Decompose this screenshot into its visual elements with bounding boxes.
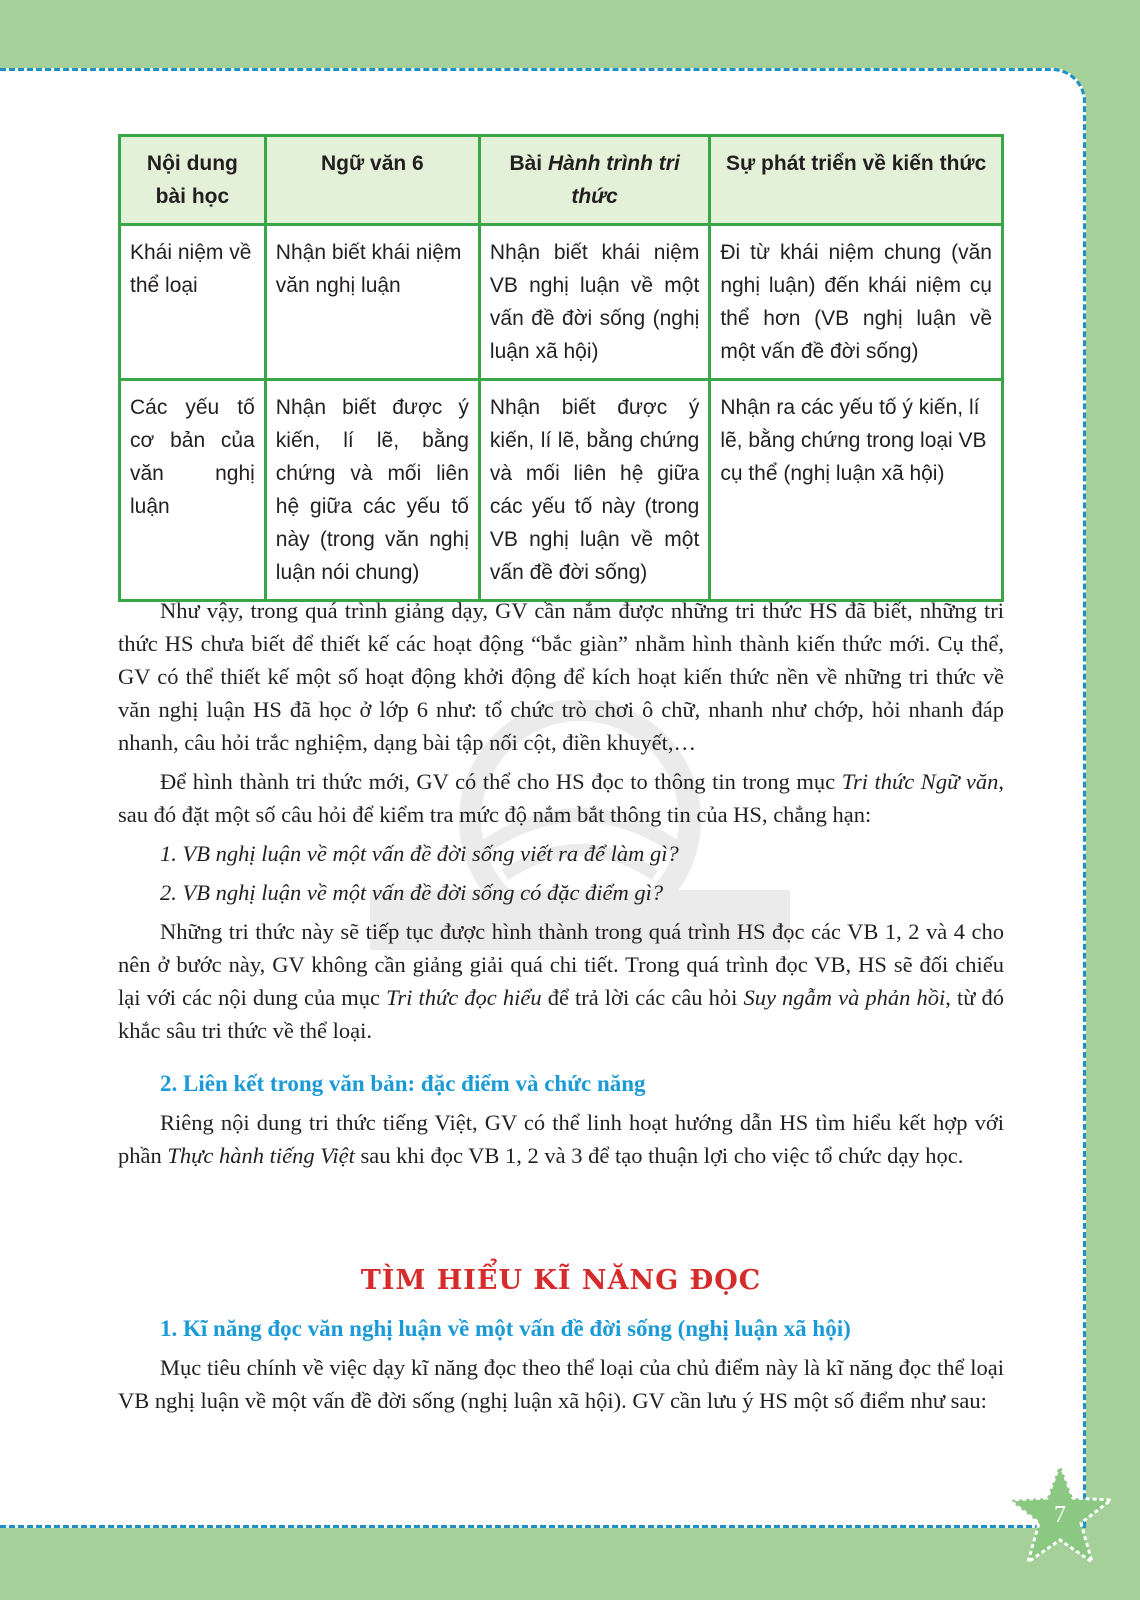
table-row (120, 225, 1003, 380)
paragraph: Riêng nội dung tri thức tiếng Việt, GV có thể linh hoạt hướng dẫn HS tìm hiểu kết hợp với phần Thực hành tiếng Việt sau khi đọc VB 1, 2 và 3 để tạo thuận lợi cho việc tổ chức dạy học. (118, 1110, 1004, 1168)
table-cell: Nhận biết được ý kiến, lí lẽ, bằng chứng và mối liên hệ giữa các yếu tố này (trong văn nghị luận nói chung) (265, 380, 479, 601)
paragraph: Những tri thức này sẽ tiếp tục được hình thành trong quá trình HS đọc các VB 1, 2 và 4 cho nên ở bước này, GV không cần giảng giải quá chi tiết. Trong quá trình đọc VB, HS sẽ đối chiếu lại với các nội dung của mục Tri thức đọc hiểu để trả lời các câu hỏi Suy ngẫm và phản hồi, từ đó khắc sâu tri thức về thể loại. (118, 919, 1004, 1043)
paragraph: Để hình thành tri thức mới, GV có thể cho HS đọc to thông tin trong mục Tri thức Ngữ văn, sau đó đặt một số câu hỏi để kiểm tra mức độ nắm bắt thông tin của HS, chẳng hạn: (118, 769, 1004, 827)
table-header-cell: Bài Hành trình tri thức (479, 136, 709, 225)
main-text (118, 594, 1004, 1172)
table-cell: Nhận biết được ý kiến, lí lẽ, bằng chứng và mối liên hệ giữa các yếu tố này (trong VB nghị luận về một vấn đề đời sống) (479, 380, 709, 601)
table-header-cell: Nội dung bài học (120, 136, 266, 225)
page-number: 7 (1054, 1502, 1066, 1528)
table-cell: Khái niệm về thể loại (120, 225, 266, 380)
comparison-table (118, 134, 1004, 602)
table-cell: Các yếu tố cơ bản của văn nghị luận (120, 380, 266, 601)
table-header-row (120, 136, 1003, 225)
question-item: 2. VB nghị luận về một vấn đề đời sống có đặc điểm gì? (160, 880, 664, 905)
section-heading: 1. Kĩ năng đọc văn nghị luận về một vấn đề đời sống (nghị luận xã hội) (160, 1316, 851, 1341)
main-text-2 (118, 1312, 1004, 1417)
table-cell: Nhận biết khái niệm văn nghị luận (265, 225, 479, 380)
table-header-cell: Ngữ văn 6 (265, 136, 479, 225)
paragraph: Mục tiêu chính về việc dạy kĩ năng đọc theo thể loại của chủ điểm này là kĩ năng đọc thể loại VB nghị luận về một vấn đề đời sống (nghị luận xã hội). GV cần lưu ý HS một số điểm như sau: (118, 1355, 1004, 1413)
paragraph: Như vậy, trong quá trình giảng dạy, GV cần nắm được những tri thức HS đã biết, những tri thức HS chưa biết để thiết kế các hoạt động “bắc giàn” nhằm hình thành kiến thức mới. Cụ thể, GV có thể thiết kế một số hoạt động khởi động để kích hoạt kiến thức nền về những tri thức về văn nghị luận HS đã học ở lớp 6 như: tổ chức trò chơi ô chữ, nhanh như chớp, hỏi nhanh đáp nhanh, câu hỏi trắc nghiệm, dạng bài tập nối cột, điền khuyết,… (118, 598, 1004, 755)
table-cell: Đi từ khái niệm chung (văn nghị luận) đến khái niệm cụ thể hơn (VB nghị luận về một vấn đề đời sống) (710, 225, 1003, 380)
question-item: 1. VB nghị luận về một vấn đề đời sống viết ra để làm gì? (160, 841, 679, 866)
table-cell: Nhận ra các yếu tố ý kiến, lí lẽ, bằng chứng trong loại VB cụ thể (nghị luận xã hội) (710, 380, 1003, 601)
table-header-cell: Sự phát triển về kiến thức (710, 136, 1003, 225)
table-cell: Nhận biết khái niệm VB nghị luận về một vấn đề đời sống (nghị luận xã hội) (479, 225, 709, 380)
section-heading: 2. Liên kết trong văn bản: đặc điểm và chức năng (160, 1071, 646, 1096)
section-title: TÌM HIỂU KĨ NĂNG ĐỌC (360, 1265, 762, 1296)
table-row (120, 380, 1003, 601)
